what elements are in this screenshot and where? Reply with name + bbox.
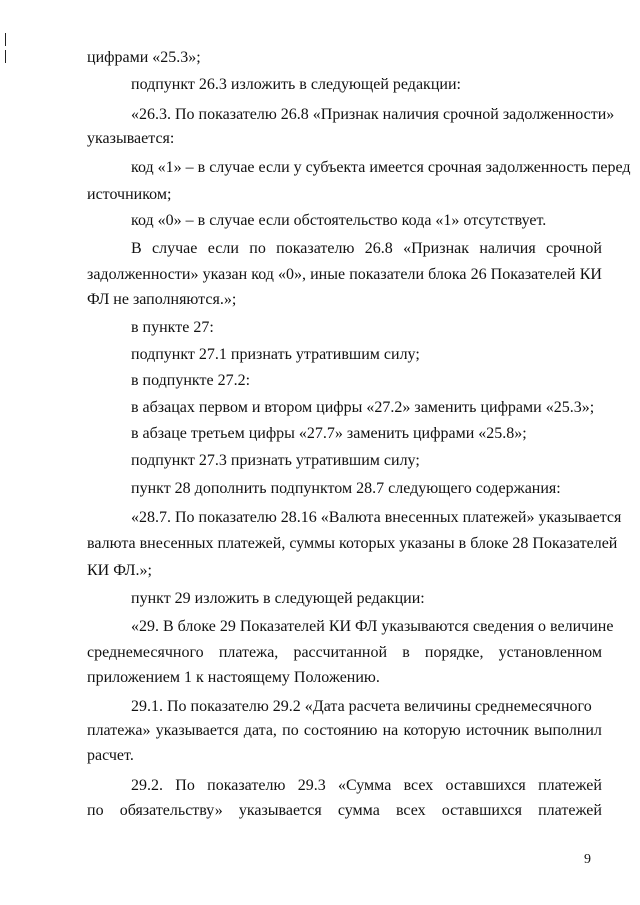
word: среднемесячного [87, 644, 204, 661]
word: источник [465, 722, 529, 739]
word: оставшихся [445, 777, 526, 794]
word: наличия [479, 240, 536, 257]
justified-text-line [87, 721, 602, 741]
text-line: валюта внесенных платежей, суммы которых указаны в блоке 28 Показателей [87, 535, 618, 552]
word: иные [310, 266, 346, 283]
word: в [402, 644, 410, 661]
word: всех [403, 777, 434, 794]
text-line: код «0» – в случае если обстоятельство кода «1» отсутствует. [131, 212, 547, 229]
text-line: подпункт 26.3 изложить в следующей редакции: [131, 76, 461, 93]
word: платежа, [218, 644, 279, 661]
page-number: 9 [584, 852, 591, 867]
word: дата, [243, 722, 277, 739]
word: показателю [207, 777, 286, 794]
word: рассчитанной [293, 644, 388, 661]
word: 29.2. [131, 777, 163, 794]
word: Показателей [490, 266, 576, 283]
word: По [175, 777, 195, 794]
word: состоянию [303, 722, 378, 739]
word: обязательству» [119, 802, 223, 819]
word: платежей [538, 802, 602, 819]
word: «Признак [403, 240, 469, 257]
word: оставшихся [441, 802, 522, 819]
word: код [251, 266, 274, 283]
word: блока [428, 266, 467, 283]
text-line: 29.1. По показателю 29.2 «Дата расчета величины среднемесячного [131, 698, 592, 715]
text-line: «28.7. По показателю 28.16 «Валюта внесенных платежей» указывается [131, 509, 622, 526]
word: по [87, 802, 104, 819]
text-line: «29. В блоке 29 Показателей КИ ФЛ указываются сведения о величине [131, 618, 614, 635]
word: «0», [278, 266, 307, 283]
word: платежей [538, 777, 602, 794]
word: показателю [276, 240, 355, 257]
text-line: источником; [87, 186, 172, 203]
justified-text-line [87, 643, 602, 663]
justified-text-line [87, 265, 602, 285]
word: 26 [470, 266, 487, 283]
text-line: КИ ФЛ.»; [87, 562, 152, 579]
word: всех [395, 802, 426, 819]
text-line: «26.3. По показателю 26.8 «Признак наличия срочной задолженности» [131, 106, 615, 123]
text-line: в абзаце третьем цифры «27.7» заменить цифрами «25.8»; [131, 425, 527, 442]
word: платежа» [87, 722, 151, 739]
text-line: расчет. [87, 747, 134, 764]
justified-text-line [131, 776, 602, 796]
text-line: пункт 29 изложить в следующей редакции: [131, 590, 425, 607]
word: 29.3 [297, 777, 326, 794]
text-line: пункт 28 дополнить подпунктом 28.7 следующего содержания: [131, 480, 561, 497]
word: указан [202, 266, 248, 283]
text-line: в подпункте 27.2: [131, 372, 251, 389]
word: показатели [349, 266, 425, 283]
word: выполнил [534, 722, 602, 739]
word: если [207, 240, 239, 257]
text-line: приложением 1 к настоящему Положению. [87, 669, 380, 686]
word: по [282, 722, 299, 739]
text-line: код «1» – в случае если у субъекта имеется срочная задолженность перед [131, 159, 631, 176]
justified-text-line [87, 801, 602, 821]
word: сумма [337, 802, 380, 819]
word: КИ [579, 266, 602, 283]
margin-mark [5, 50, 6, 63]
text-line: подпункт 27.3 признать утратившим силу; [131, 452, 420, 469]
word: по [249, 240, 266, 257]
word: задолженности» [87, 266, 199, 283]
word: случае [152, 240, 198, 257]
word: В [131, 240, 142, 257]
margin-mark [5, 33, 6, 46]
text-line: подпункт 27.1 признать утратившим силу; [131, 346, 420, 363]
text-line: в абзацах первом и втором цифры «27.2» заменить цифрами «25.3»; [131, 399, 595, 416]
word: указывается [238, 802, 322, 819]
word: срочной [546, 240, 602, 257]
text-line: в пункте 27: [131, 319, 214, 336]
word: 26.8 [364, 240, 393, 257]
text-line: цифрами «25.3»; [87, 49, 201, 66]
justified-text-line [131, 239, 602, 259]
text-line: указывается: [87, 130, 175, 147]
word: на [382, 722, 399, 739]
word: «Сумма [337, 777, 392, 794]
text-line: ФЛ не заполняются.»; [87, 291, 237, 308]
word: указывается [155, 722, 239, 739]
word: установленном [498, 644, 602, 661]
word: порядке, [424, 644, 484, 661]
word: которую [403, 722, 461, 739]
